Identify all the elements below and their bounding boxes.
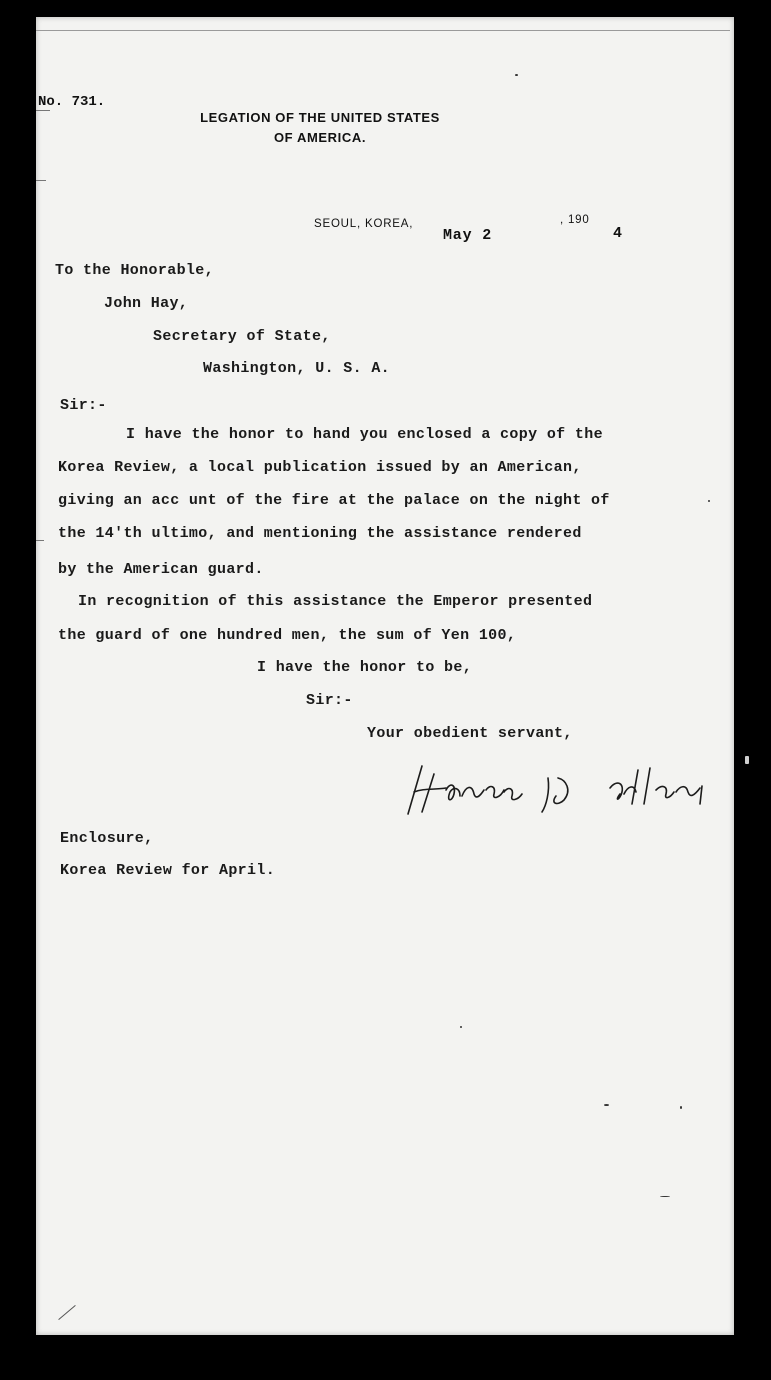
closing-line-2: Sir:- [306, 692, 353, 709]
top-rule [36, 30, 730, 31]
margin-tick [36, 180, 46, 181]
paper-speck [680, 1106, 682, 1109]
paper-speck [515, 74, 518, 76]
paper-speck [460, 1026, 462, 1028]
signature [400, 760, 720, 820]
letterhead-line-1: LEGATION OF THE UNITED STATES [200, 110, 440, 125]
date-year-prefix: , 190 [560, 214, 590, 226]
body-line: the guard of one hundred men, the sum of Yen 100, [58, 627, 517, 644]
enclosure-item: Korea Review for April. [60, 862, 276, 879]
addressee-name: John Hay, [104, 295, 189, 312]
paper-speck [660, 1196, 670, 1197]
addressee-title: Secretary of State, [153, 328, 331, 345]
addressee-location: Washington, U. S. A. [203, 360, 391, 377]
margin-tick [36, 540, 44, 541]
addressee-salutation: To the Honorable, [55, 262, 214, 279]
edge-mark [745, 756, 749, 764]
body-line: by the American guard. [58, 561, 264, 578]
despatch-number: No. 731. [38, 94, 106, 110]
body-line: I have the honor to hand you enclosed a copy of the [126, 426, 603, 443]
date-year-digit: 4 [613, 225, 623, 242]
signature-scribble [400, 760, 720, 820]
letterhead-line-2: OF AMERICA. [273, 130, 367, 145]
body-line: the 14'th ultimo, and mentioning the assistance rendered [58, 525, 582, 542]
body-line: Korea Review, a local publication issued by an American, [58, 459, 582, 476]
enclosure-label: Enclosure, [60, 830, 154, 847]
body-line: In recognition of this assistance the Emperor presented [78, 593, 593, 610]
closing-line-1: I have the honor to be, [257, 659, 473, 676]
greeting: Sir:- [60, 397, 107, 414]
paper-speck [708, 500, 710, 502]
paper-speck [604, 1104, 609, 1106]
place-line: SEOUL, KOREA, [314, 218, 414, 230]
letter-page [36, 17, 734, 1335]
body-line: giving an acc unt of the fire at the palace on the night of [58, 492, 610, 509]
margin-tick [36, 110, 50, 111]
closing-line-3: Your obedient servant, [367, 725, 573, 742]
date-month-day: May 2 [443, 227, 493, 244]
